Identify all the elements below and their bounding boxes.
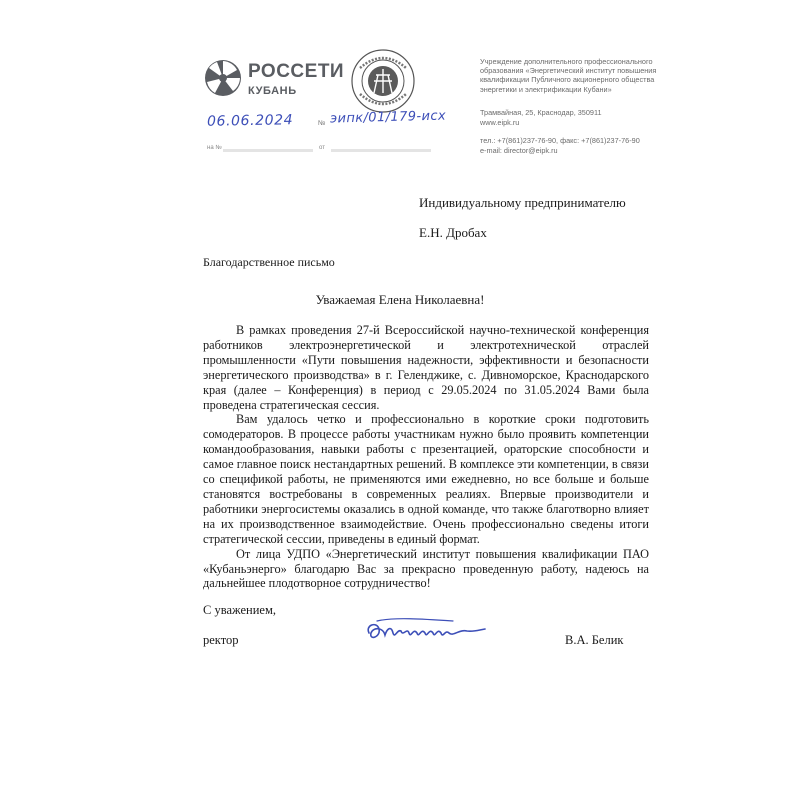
salutation: Уважаемая Елена Николаевна! xyxy=(315,292,485,307)
organization-address-block xyxy=(480,108,680,127)
signer-name: В.А. Белик xyxy=(565,633,624,647)
reference-blank xyxy=(223,149,313,152)
logo-name: РОССЕТИ xyxy=(248,61,345,82)
logo-region: КУБАНЬ xyxy=(248,85,297,97)
reference-from-label: от xyxy=(319,145,325,151)
organization-address: Трамвайная, 25, Краснодар, 350911 xyxy=(480,108,602,117)
registration-date: 06.06.2024 xyxy=(206,112,294,130)
reference-line xyxy=(207,143,437,155)
recipient-name: Е.Н. Дробах xyxy=(419,225,487,240)
organization-website: www.eipk.ru xyxy=(480,117,520,127)
handwritten-signature xyxy=(363,615,493,651)
body-paragraph: В рамках проведения 27-й Всероссийской научно-технической конференция работников электроэнергетической и электротехнической отраслей промышленности «Пути повышения надежности, эффективности и безопасности энергетического производства» в г. Геленджике, с. Дивноморское, Краснодарского края (далее – Конференция) в период с 29.05.2024 по 31.05.2024 Вами была проведена стратегическая сессия. xyxy=(203,323,649,412)
registration-number-mark: № xyxy=(318,120,326,127)
reference-date-blank xyxy=(331,149,431,152)
recipient-title: Индивидуальному предпринимателю xyxy=(419,195,626,210)
letter-body xyxy=(203,323,649,591)
rosseti-logo xyxy=(203,58,353,108)
organization-email: e-mail: director@eipk.ru xyxy=(480,145,558,155)
institute-seal-icon xyxy=(350,48,416,114)
signer-title: ректор xyxy=(203,633,239,647)
document-subject: Благодарственное письмо xyxy=(203,255,335,269)
registration-number: эипк/01/179-исх xyxy=(329,108,447,127)
rosseti-logo-icon xyxy=(203,58,243,98)
body-paragraph: Вам удалось четко и профессионально в короткие сроки подготовить сомодераторов. В процессе работы участникам нужно было проявить компетенции командообразования, навыки работы с презентацией, ораторские способности и самое главное поиск нестандартных решений. В комплексе эти компетенции, в связи со спецификой работы, не применяются ими ежедневно, но все больше и больше становятся востребованы в современных реалиях. Впервые производители и работники энергосистемы оказались в одной команде, что также благотворно влияет на их производственное взаимодействие. Очень профессионально сведены итоги стратегической сессии, приведены в единый формат. xyxy=(203,412,649,546)
organization-contacts xyxy=(480,136,700,155)
organization-phone-fax: тел.: +7(861)237-76-90, факс: +7(861)237-76-90 xyxy=(480,136,640,145)
organization-name: Учреждение дополнительного профессионального образования «Энергетический институт повышения квалификации Публичного акционерного общества энергетики и электрификации Кубани» xyxy=(480,57,657,94)
reference-label: на № xyxy=(207,145,222,151)
closing: С уважением, xyxy=(203,603,276,617)
body-paragraph: От лица УДПО «Энергетический институт повышения квалификации ПАО «Кубаньэнерго» благодарю Вас за прекрасно проведенную работу, надеюсь на дальнейшее плодотворное сотрудничество! xyxy=(203,546,649,591)
